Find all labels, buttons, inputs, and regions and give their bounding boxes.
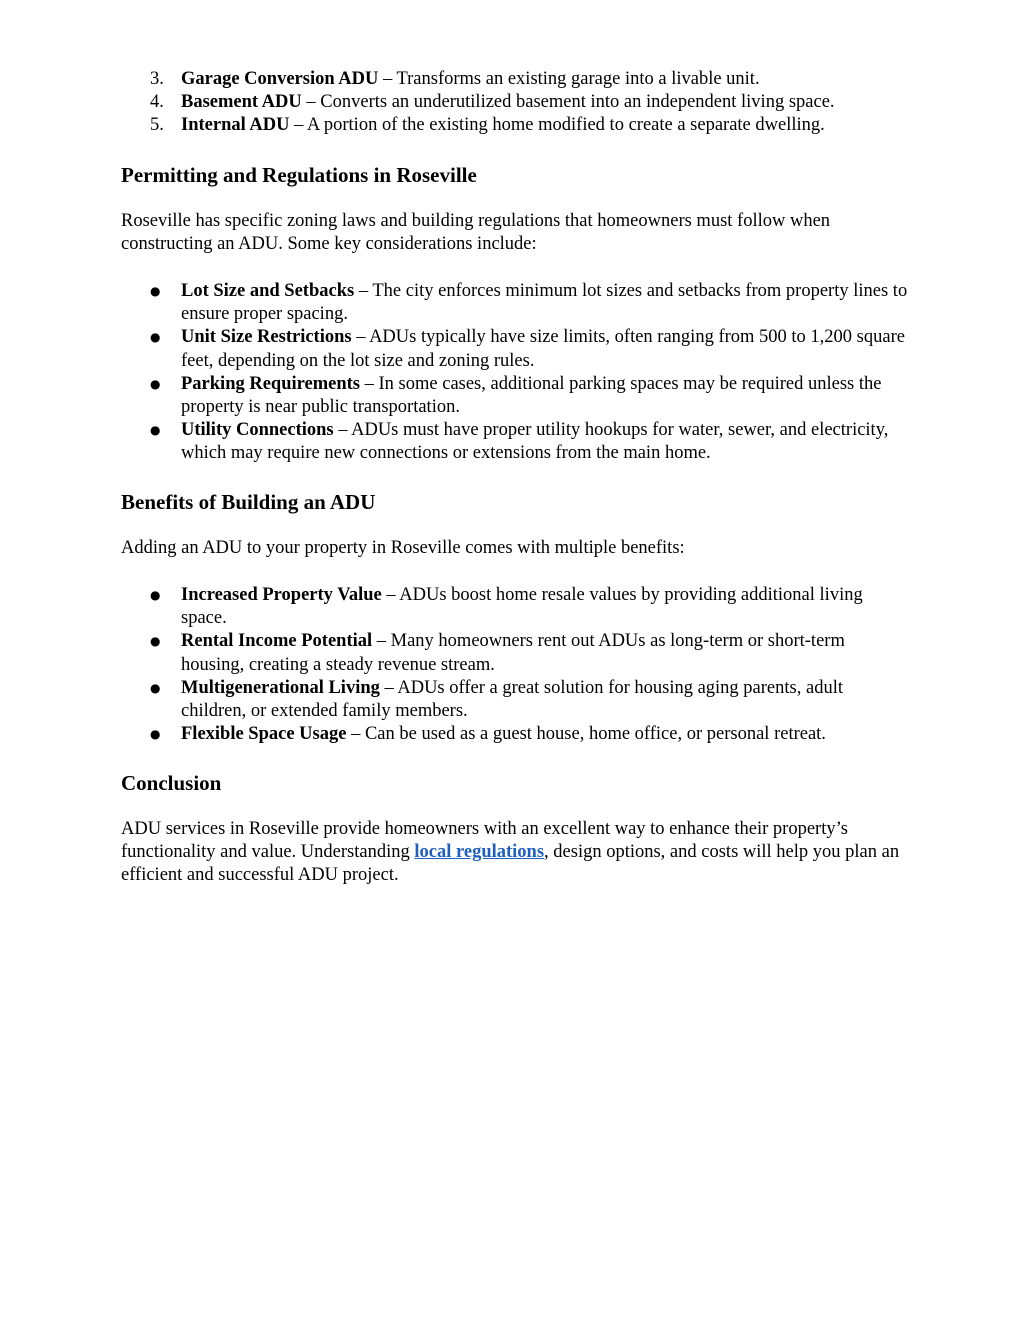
- section-heading-benefits: Benefits of Building an ADU: [121, 490, 376, 514]
- list-number: 3.: [150, 69, 164, 89]
- list-item-description: – ADUs boost home resale values by providing additional living space.: [181, 585, 863, 629]
- bullet-icon: ●: [150, 376, 161, 391]
- list-item-term: Multigenerational Living: [181, 677, 380, 698]
- list-item: [121, 723, 911, 746]
- permitting-list: [121, 280, 911, 466]
- list-item-description: – Many homeowners rent out ADUs as long-term or short-term housing, creating a steady revenue stream.: [181, 631, 845, 675]
- list-item: [121, 677, 911, 723]
- bullet-icon: ●: [150, 330, 161, 345]
- list-item-term: Basement ADU: [181, 92, 302, 113]
- list-number: 4.: [150, 92, 164, 113]
- list-item-term: Lot Size and Setbacks: [181, 281, 355, 301]
- list-item-term: Unit Size Restrictions: [181, 327, 352, 348]
- list-item: [121, 584, 911, 630]
- list-item-description: – In some cases, additional parking spaces may be required unless the property is near public transportation.: [181, 373, 882, 418]
- local-regulations-link[interactable]: local regulations: [414, 842, 545, 863]
- section-heading-permitting: Permitting and Regulations in Roseville: [121, 163, 477, 187]
- conclusion-paragraph: [121, 818, 911, 888]
- list-item: [121, 630, 911, 676]
- list-item-term: Rental Income Potential: [181, 631, 373, 652]
- permitting-intro: Roseville has specific zoning laws and building regulations that homeowners must follow when constructing an ADU. Some key considerations include:: [121, 211, 831, 255]
- conclusion-text-start: ADU services in Roseville provide homeowners with an excellent way to enhance their property’s functionality and value. Understanding: [121, 819, 848, 863]
- bullet-icon: ●: [150, 634, 161, 649]
- list-item-description: – ADUs must have proper utility hookups for water, sewer, and electricity, which may require new connections or extensions from the main home.: [181, 420, 889, 464]
- bullet-icon: ●: [150, 588, 161, 602]
- list-item-description: – Transforms an existing garage into a livable unit.: [378, 69, 760, 89]
- bullet-icon: ●: [150, 423, 161, 438]
- list-item-term: Increased Property Value: [181, 585, 382, 605]
- list-item: [121, 91, 911, 114]
- list-number: 5.: [150, 115, 164, 136]
- list-item-description: – ADUs typically have size limits, often ranging from 500 to 1,200 square feet, depending on the lot size and zoning rules.: [181, 327, 905, 371]
- list-item-description: – ADUs offer a great solution for housing aging parents, adult children, or extended family members.: [181, 677, 843, 722]
- benefits-list: [121, 584, 911, 746]
- conclusion-text-end: , design options, and costs will help you plan an efficient and successful ADU project.: [121, 842, 900, 886]
- list-item: [121, 419, 911, 465]
- list-item-description: – Converts an underutilized basement into an independent living space.: [301, 92, 835, 113]
- list-item-description: – The city enforces minimum lot sizes and setbacks from property lines to ensure proper spacing.: [181, 281, 908, 325]
- benefits-intro: Adding an ADU to your property in Roseville comes with multiple benefits:: [121, 538, 685, 558]
- section-heading-conclusion: Conclusion: [121, 771, 222, 795]
- bullet-icon: ●: [150, 727, 161, 742]
- list-item: [121, 280, 911, 326]
- list-item: [121, 68, 911, 91]
- list-item-description: – A portion of the existing home modified to create a separate dwelling.: [289, 115, 825, 136]
- list-item-term: Parking Requirements: [181, 373, 361, 394]
- bullet-icon: ●: [150, 680, 161, 695]
- list-item: [121, 373, 911, 419]
- list-item: [121, 114, 911, 137]
- bullet-icon: ●: [150, 284, 161, 298]
- adu-types-list: [121, 68, 911, 138]
- list-item-term: Internal ADU: [181, 115, 290, 136]
- list-item-term: Flexible Space Usage: [181, 724, 347, 745]
- list-item-description: – Can be used as a guest house, home office, or personal retreat.: [346, 724, 826, 745]
- list-item: [121, 326, 911, 372]
- list-item-term: Utility Connections: [181, 420, 334, 441]
- list-item-term: Garage Conversion ADU: [181, 69, 379, 89]
